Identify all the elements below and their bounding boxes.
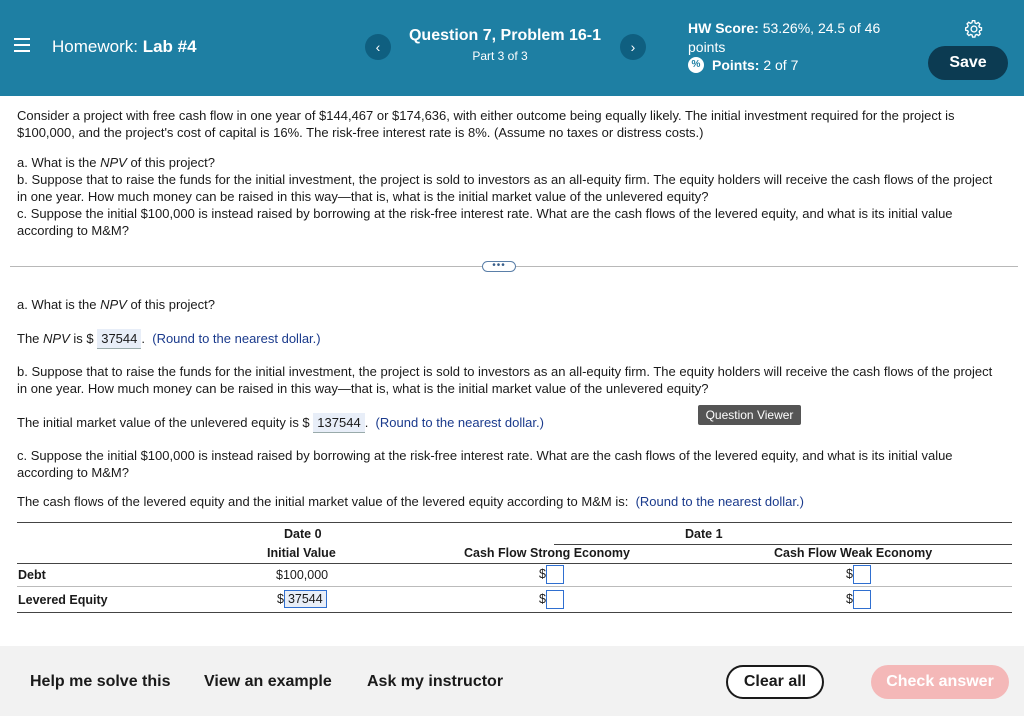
equity-weak-cell xyxy=(846,590,871,609)
answer-a-the: The xyxy=(17,331,44,346)
answer-a-is: is $ xyxy=(69,331,94,346)
equity-strong-cell xyxy=(539,590,564,609)
answer-a-hint: (Round to the nearest dollar.) xyxy=(152,331,321,346)
view-example-button[interactable]: View an example xyxy=(204,673,332,690)
answer-b-line xyxy=(17,413,997,433)
debt-strong-dollar: $ xyxy=(539,566,546,581)
points-row xyxy=(688,57,798,73)
check-answer-button[interactable]: Check answer xyxy=(871,665,1009,699)
homework-title xyxy=(52,37,197,57)
save-button[interactable]: Save xyxy=(928,46,1008,80)
debt-initial-value: $100,000 xyxy=(276,568,329,582)
settings-gear-icon[interactable] xyxy=(964,19,984,39)
row-label-debt: Debt xyxy=(18,568,46,582)
answer-c-hint: (Round to the nearest dollar.) xyxy=(635,494,804,509)
answer-b-question: b. Suppose that to raise the funds for the initial investment, the project is sold to investors as an all-equity firm. The equity holders will receive the cash flows of the project in one year. How much money can be raised in this way—that is, what is the initial market value of the unlevered equity? xyxy=(17,364,993,396)
debt-strong-input[interactable] xyxy=(546,565,564,584)
answer-a-q-prefix: a. What is the xyxy=(17,297,101,312)
part-a-suffix: of this project? xyxy=(126,155,215,170)
answer-a-npv-label: NPV xyxy=(43,331,70,346)
table-bottom-rule xyxy=(17,612,1012,613)
partial-credit-icon: % xyxy=(688,57,704,73)
problem-part-c: c. Suppose the initial $100,000 is instead raised by borrowing at the risk-free interest rate. What are the cash flows of the levered equity, and what is its initial value according to M&M? xyxy=(17,206,953,238)
answer-b-dot: . xyxy=(364,415,369,430)
answer-a-dot: . xyxy=(141,331,145,346)
date1-rule xyxy=(554,544,1012,545)
expand-more-button[interactable]: ••• xyxy=(482,261,516,272)
problem-intro: Consider a project with free cash flow in one year of $144,467 or $174,636, with either outcome being equally likely. The initial investment required for the project is $100,000, and the project's cost of capital is 16%. The risk-free interest rate is 8%. (Assume no taxes or distress costs.) xyxy=(17,108,955,140)
problem-part-b: b. Suppose that to raise the funds for the initial investment, the project is sold to investors as an all-equity firm. The equity holders will receive the cash flows of the project in one year. How much money can be raised in this way—that is, what is the initial market value of the unlevered equity? xyxy=(17,172,993,204)
unlevered-equity-answer-field[interactable]: 137544 xyxy=(313,413,364,433)
top-bar xyxy=(0,0,1024,96)
help-me-solve-button[interactable]: Help me solve this xyxy=(30,673,171,690)
hw-score-unit: points xyxy=(688,39,726,55)
question-title: Question 7, Problem 16-1 xyxy=(408,27,602,44)
equity-strong-dollar: $ xyxy=(539,591,546,606)
levered-equity-dollar: $ xyxy=(277,592,284,606)
header-strong-economy: Cash Flow Strong Economy xyxy=(464,546,630,560)
footer-bar xyxy=(0,646,1024,716)
debt-weak-input[interactable] xyxy=(853,565,871,584)
previous-question-button[interactable]: ‹ xyxy=(365,34,391,60)
table-top-rule xyxy=(17,522,1012,523)
homework-name: Lab #4 xyxy=(142,37,197,56)
answer-c-question: c. Suppose the initial $100,000 is instead raised by borrowing at the risk-free interest rate. What are the cash flows of the levered equity, and what is its initial value according to M&M? xyxy=(17,448,953,480)
answer-a-q-suffix: of this project? xyxy=(126,297,215,312)
answer-c-line xyxy=(17,493,997,510)
clear-all-button[interactable]: Clear all xyxy=(726,665,824,699)
equity-strong-input[interactable] xyxy=(546,590,564,609)
equity-weak-input[interactable] xyxy=(853,590,871,609)
levered-equity-initial-input[interactable]: 37544 xyxy=(284,590,327,608)
homework-prefix: Homework: xyxy=(52,37,138,56)
part-a-prefix: a. What is the xyxy=(17,155,101,170)
ask-instructor-button[interactable]: Ask my instructor xyxy=(367,673,504,690)
answer-a-line xyxy=(17,329,997,349)
answer-a-q-npv: NPV xyxy=(100,297,127,312)
levered-equity-initial-cell xyxy=(277,590,327,608)
debt-weak-dollar: $ xyxy=(846,566,853,581)
answer-a-question xyxy=(17,296,997,313)
problem-part-a xyxy=(17,154,997,171)
hw-score xyxy=(688,19,908,57)
header-weak-economy: Cash Flow Weak Economy xyxy=(774,546,933,560)
part-a-npv: NPV xyxy=(100,155,127,170)
row-label-levered-equity: Levered Equity xyxy=(18,593,108,607)
question-viewer-button[interactable]: Question Viewer xyxy=(698,405,801,425)
header-date0: Date 0 xyxy=(284,527,322,541)
answer-c-prefix: The cash flows of the levered equity and the initial market value of the levered equity according to M&M is: xyxy=(17,494,629,509)
hw-score-label: HW Score: xyxy=(688,20,759,36)
header-date1: Date 1 xyxy=(685,527,723,541)
debt-weak-cell xyxy=(846,565,871,584)
question-part: Part 3 of 3 xyxy=(472,49,528,63)
answer-b-prefix: The initial market value of the unlevered equity is $ xyxy=(17,415,310,430)
row-rule xyxy=(17,586,1012,587)
answer-b-hint: (Round to the nearest dollar.) xyxy=(375,415,544,430)
next-question-button[interactable]: › xyxy=(620,34,646,60)
header-rule xyxy=(17,563,1012,564)
menu-icon[interactable] xyxy=(14,38,30,52)
hw-score-value: 53.26%, 24.5 of 46 xyxy=(762,20,881,36)
points-label: Points: xyxy=(712,57,760,73)
header-initial-value: Initial Value xyxy=(267,546,336,560)
npv-answer-field[interactable]: 37544 xyxy=(97,329,141,349)
equity-weak-dollar: $ xyxy=(846,591,853,606)
points-value: 2 of 7 xyxy=(763,57,799,73)
problem-statement xyxy=(17,107,997,239)
debt-strong-cell xyxy=(539,565,564,584)
